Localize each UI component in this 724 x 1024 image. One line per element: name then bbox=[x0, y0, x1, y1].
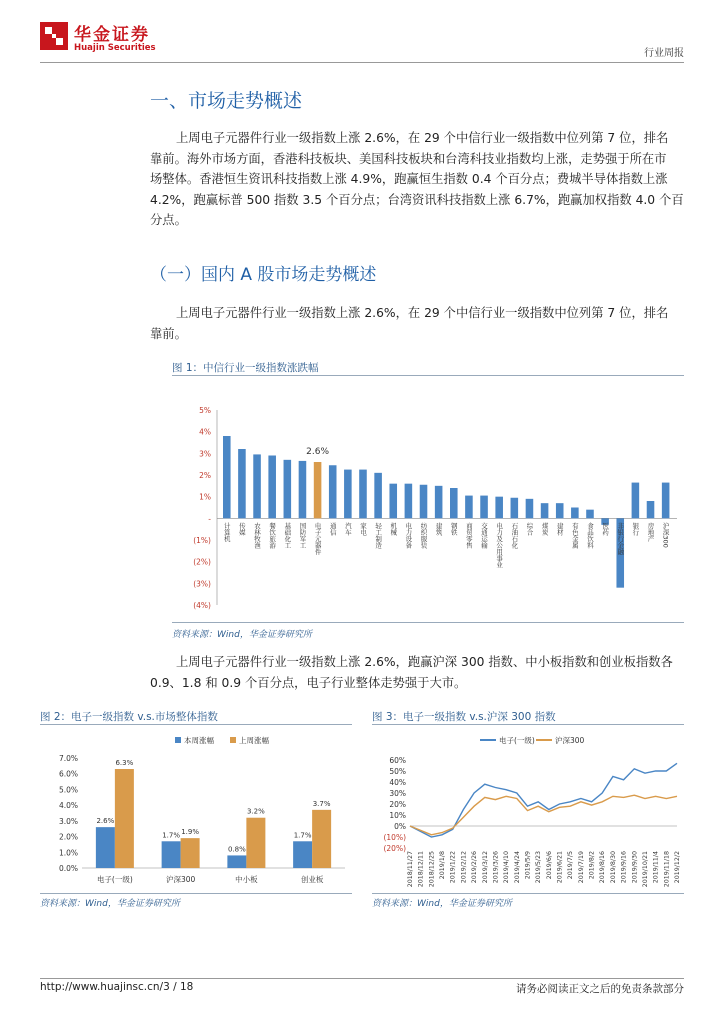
y-tick-label: 0% bbox=[394, 822, 406, 831]
x-tick-label: 建筑 bbox=[434, 522, 443, 536]
x-tick-label: 非银行金融 bbox=[616, 522, 625, 555]
figure3-chart bbox=[372, 728, 684, 894]
x-tick-label: 传媒 bbox=[237, 522, 246, 536]
y-tick-label: 1% bbox=[199, 492, 211, 502]
y-tick-label: 4.0% bbox=[58, 801, 78, 811]
para-line: 场整体。香港恒生资讯科技指数上涨 4.9%，跑赢恒生指数 0.4 个百分点；费城半导体指数上涨 bbox=[150, 172, 668, 186]
x-tick-label: 计算机 bbox=[222, 522, 231, 542]
y-tick-label: 10% bbox=[389, 811, 406, 820]
x-tick-label: 电力及公用事业 bbox=[495, 522, 504, 568]
x-tick-label: 商贸零售 bbox=[464, 522, 473, 549]
x-tick-label: 农林牧渔 bbox=[253, 522, 262, 549]
x-tick-label: 中小板 bbox=[235, 875, 258, 884]
bar bbox=[223, 436, 231, 518]
para-line: 靠前。海外市场方面，香港科技板块、美国科技板块和台湾科技业指数均上涨，走势强于所在市 bbox=[150, 151, 667, 166]
y-tick-label: 1.0% bbox=[58, 848, 78, 858]
para-line: 分点。 bbox=[150, 213, 187, 227]
para-line: 4.2%，跑赢标普 500 指数 3.5 个百分点；台湾资讯科技指数上涨 6.7%，跑赢加权指数 4.0 个百 bbox=[150, 192, 684, 207]
data-label: 3.7% bbox=[312, 799, 331, 808]
y-tick-label: 60% bbox=[389, 756, 406, 765]
x-tick-label: 钢铁 bbox=[449, 522, 458, 536]
x-tick-label: 2019/8/30 bbox=[609, 851, 617, 884]
y-tick-label: 50% bbox=[389, 767, 406, 776]
y-tick-label: 3.0% bbox=[58, 816, 78, 826]
bar bbox=[253, 454, 261, 518]
figure1-source: 资料来源：Wind，华金证券研究所 bbox=[172, 630, 312, 640]
y-tick-label: 20% bbox=[389, 800, 406, 809]
y-tick-label: 30% bbox=[389, 789, 406, 798]
bar bbox=[329, 465, 337, 518]
data-label: 6.3% bbox=[115, 759, 134, 767]
x-tick-label: 机械 bbox=[389, 522, 398, 536]
figure1-top-rule bbox=[172, 375, 684, 376]
bar bbox=[268, 456, 276, 519]
y-tick-label: (20%) bbox=[383, 844, 406, 853]
footer-url[interactable]: http://www.huajinsc.cn/3 / 18 bbox=[40, 981, 194, 993]
x-tick-label: 2019/4/10 bbox=[503, 851, 511, 884]
x-tick-label: 创业板 bbox=[300, 875, 324, 884]
report-type: 行业周报 bbox=[644, 48, 684, 59]
footer-disclaimer: 请务必阅读正文之后的免责条款部分 bbox=[516, 983, 684, 995]
bar bbox=[495, 497, 503, 519]
x-tick-label: 2019/6/21 bbox=[556, 851, 564, 884]
logo-cn: 华金证券 bbox=[74, 25, 150, 45]
y-tick-label: 4% bbox=[199, 427, 211, 437]
x-tick-label: 2019/11/18 bbox=[663, 851, 671, 888]
bar bbox=[450, 488, 458, 518]
x-tick-label: 交通运输 bbox=[480, 522, 489, 549]
y-tick-label: 6.0% bbox=[58, 769, 78, 779]
x-tick-label: 汽车 bbox=[343, 522, 352, 536]
bar bbox=[389, 484, 397, 519]
para-line: 靠前。 bbox=[150, 326, 187, 341]
x-tick-label: 2019/9/16 bbox=[620, 851, 628, 884]
logo bbox=[40, 20, 170, 58]
figure1-title: 图 1：中信行业一级指数涨跌幅 bbox=[172, 362, 319, 374]
x-tick-label: 2018/12/25 bbox=[428, 851, 436, 888]
figure3-title: 图 3：电子一级指数 v.s.沪深 300 指数 bbox=[372, 711, 556, 723]
x-tick-label: 2019/7/19 bbox=[577, 851, 585, 884]
x-tick-label: 2019/12/2 bbox=[674, 851, 681, 884]
bar bbox=[238, 449, 246, 518]
bar bbox=[293, 841, 312, 868]
x-tick-label: 石油石化 bbox=[510, 522, 519, 549]
y-tick-label: 0.0% bbox=[58, 864, 78, 873]
figure3-source: 资料来源：Wind，华金证券研究所 bbox=[372, 899, 512, 909]
y-tick-label: 2% bbox=[199, 471, 211, 480]
data-label: 0.8% bbox=[227, 845, 246, 854]
bar bbox=[344, 470, 352, 519]
x-tick-label: 2019/5/23 bbox=[535, 851, 543, 884]
bar bbox=[435, 486, 443, 519]
x-tick-label: 家电 bbox=[358, 522, 367, 536]
x-tick-label: 2019/2/26 bbox=[471, 851, 479, 884]
series-line bbox=[410, 795, 677, 835]
x-tick-label: 2019/8/2 bbox=[588, 851, 596, 880]
x-tick-label: 建材 bbox=[555, 522, 564, 536]
x-tick-label: 2019/8/16 bbox=[599, 851, 607, 884]
figure2-source: 资料来源：Wind，华金证券研究所 bbox=[40, 899, 180, 909]
bar bbox=[632, 483, 640, 519]
legend-swatch bbox=[230, 737, 236, 743]
x-tick-label: 餐饮旅游 bbox=[268, 522, 277, 549]
bar bbox=[586, 510, 594, 519]
bar bbox=[662, 483, 670, 519]
x-tick-label: 食品饮料 bbox=[585, 522, 594, 549]
x-tick-label: 2019/4/24 bbox=[513, 851, 521, 884]
bar bbox=[181, 838, 200, 868]
legend-swatch bbox=[175, 737, 181, 743]
legend-label: 本周涨幅 bbox=[184, 736, 214, 745]
data-label: 1.9% bbox=[181, 828, 200, 837]
x-tick-label: 2019/2/12 bbox=[460, 851, 468, 884]
x-tick-label: 2018/12/11 bbox=[417, 851, 425, 888]
x-tick-label: 2018/11/27 bbox=[407, 851, 414, 888]
x-tick-label: 通信 bbox=[328, 522, 337, 536]
bar bbox=[246, 818, 265, 868]
x-tick-label: 综合 bbox=[525, 522, 534, 536]
after-figure1-paragraph bbox=[150, 652, 684, 693]
x-tick-label: 2019/11/4 bbox=[652, 851, 660, 884]
bar bbox=[312, 810, 331, 868]
bar bbox=[541, 503, 549, 518]
x-tick-label: 2019/1/8 bbox=[439, 851, 446, 880]
data-label: 1.7% bbox=[162, 831, 181, 840]
bar bbox=[162, 841, 181, 868]
y-tick-label: (3%) bbox=[193, 579, 211, 589]
para-line: 0.9、1.8 和 0.9 个百分点，电子行业整体走势强于大市。 bbox=[150, 675, 467, 690]
bar bbox=[556, 503, 564, 518]
bar bbox=[571, 508, 579, 519]
data-label: 2.6% bbox=[96, 817, 115, 826]
bar bbox=[465, 496, 473, 519]
x-tick-label: 医药 bbox=[601, 522, 610, 536]
footer-rule bbox=[40, 978, 684, 979]
figure3-bottom-rule bbox=[372, 893, 684, 894]
bar bbox=[115, 769, 134, 868]
para-line: 上周电子元器件行业一级指数上涨 2.6%，在 29 个中信行业一级指数中位列第 7 位，排名 bbox=[176, 306, 669, 320]
x-tick-label: 轻工制造 bbox=[374, 522, 383, 549]
y-tick-label: 2.0% bbox=[58, 832, 78, 842]
figure3-top-rule bbox=[372, 724, 684, 725]
data-label: 1.7% bbox=[293, 831, 312, 840]
y-tick-label: (1%) bbox=[193, 536, 211, 545]
subsection-title: （一）国内 A 股市场走势概述 bbox=[150, 265, 377, 285]
logo-mark-icon bbox=[40, 22, 68, 50]
x-tick-label: 银行 bbox=[631, 522, 640, 536]
legend-label: 电子(一级) bbox=[499, 736, 535, 745]
figure2-top-rule bbox=[40, 724, 352, 725]
x-tick-label: 2019/6/6 bbox=[545, 851, 553, 880]
x-tick-label: 2019/3/26 bbox=[492, 851, 500, 884]
x-tick-label: 煤炭 bbox=[540, 522, 549, 536]
x-tick-label: 2019/9/30 bbox=[631, 851, 639, 884]
x-tick-label: 2019/7/5 bbox=[567, 851, 575, 880]
y-tick-label: (2%) bbox=[193, 557, 211, 567]
bar bbox=[96, 827, 115, 868]
highlight-label: 2.6% bbox=[306, 447, 330, 457]
x-tick-label: 电子元器件 bbox=[313, 522, 322, 555]
bar bbox=[374, 473, 382, 519]
section-title: 一、市场走势概述 bbox=[150, 90, 303, 112]
x-tick-label: 基础化工 bbox=[283, 522, 292, 549]
data-label: 3.2% bbox=[246, 807, 265, 816]
bar bbox=[480, 496, 488, 519]
x-tick-label: 电力设备 bbox=[404, 522, 413, 549]
bar bbox=[526, 499, 534, 519]
figure2-title: 图 2：电子一级指数 v.s.市场整体指数 bbox=[40, 711, 218, 723]
x-tick-label: 2019/5/9 bbox=[524, 851, 532, 880]
y-tick-label: 7.0% bbox=[58, 754, 78, 763]
bar bbox=[647, 501, 655, 518]
para-line: 上周电子元器件行业一级指数上涨 2.6%，跑赢沪深 300 指数、中小板指数和创业板指数各 bbox=[176, 655, 673, 669]
x-tick-label: 2019/1/22 bbox=[449, 851, 457, 884]
bar bbox=[405, 484, 413, 519]
bar bbox=[227, 855, 246, 868]
x-tick-label: 2019/3/12 bbox=[481, 851, 489, 884]
y-tick-label: 3% bbox=[199, 449, 211, 459]
x-tick-label: 沪深300 bbox=[165, 875, 196, 884]
y-tick-label: 40% bbox=[389, 778, 406, 787]
y-tick-label: (4%) bbox=[193, 601, 211, 610]
logo-en: Huajin Securities bbox=[74, 43, 156, 53]
bar bbox=[299, 461, 307, 518]
figure1-chart bbox=[172, 380, 684, 620]
figure2-chart bbox=[40, 728, 352, 894]
bar bbox=[314, 462, 322, 518]
figure1-bottom-rule bbox=[172, 622, 684, 623]
section1-paragraph bbox=[150, 128, 684, 231]
x-tick-label: 房地产 bbox=[646, 522, 655, 542]
bar bbox=[284, 460, 292, 519]
y-tick-label: (10%) bbox=[383, 833, 406, 842]
section2-paragraph bbox=[150, 303, 684, 344]
x-tick-label: 电子(一级) bbox=[96, 875, 133, 884]
para-line: 上周电子元器件行业一级指数上涨 2.6%，在 29 个中信行业一级指数中位列第 7 位，排名 bbox=[176, 131, 669, 145]
bar bbox=[420, 485, 428, 519]
x-tick-label: 2019/10/21 bbox=[642, 851, 649, 888]
figure2-bottom-rule bbox=[40, 893, 352, 894]
legend-label: 上周涨幅 bbox=[239, 736, 269, 745]
y-tick-label: - bbox=[208, 514, 211, 524]
x-tick-label: 国防军工 bbox=[298, 522, 307, 549]
x-tick-label: 有色金属 bbox=[570, 522, 579, 549]
bar bbox=[511, 498, 519, 519]
legend-label: 沪深300 bbox=[555, 736, 585, 745]
x-tick-label: 沪深300 bbox=[661, 522, 670, 548]
bar bbox=[359, 470, 367, 519]
x-tick-label: 纺织服装 bbox=[419, 522, 428, 549]
header-rule bbox=[40, 62, 684, 63]
y-tick-label: 5% bbox=[199, 406, 211, 415]
y-tick-label: 5.0% bbox=[58, 785, 78, 795]
